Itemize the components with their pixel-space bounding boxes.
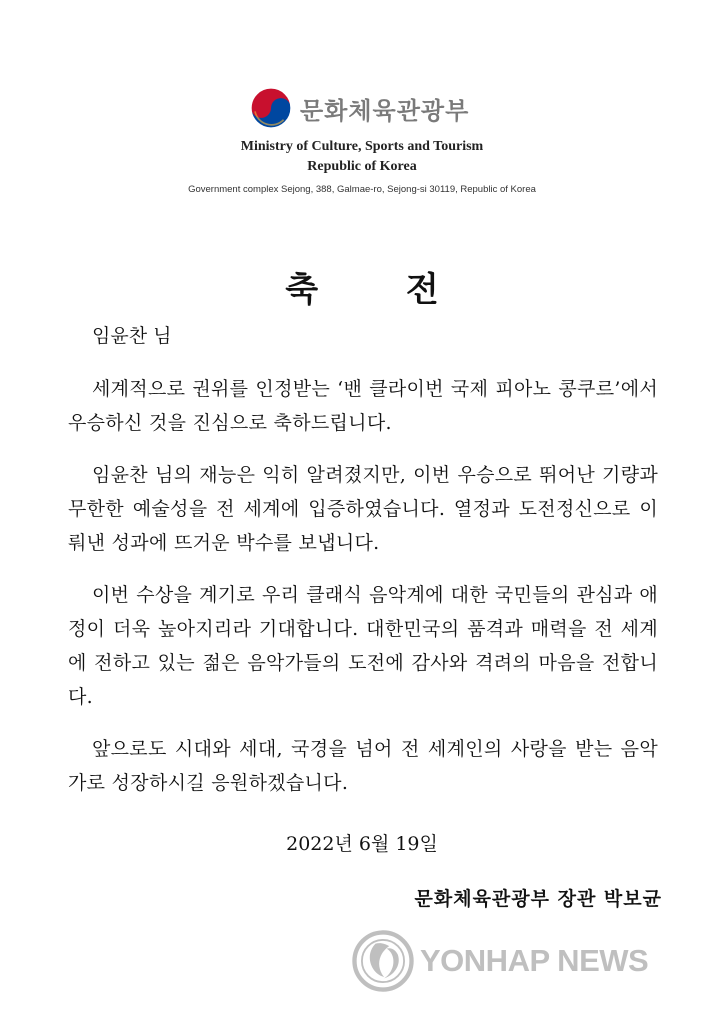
signature: 문화체육관광부 장관 박보균 — [414, 888, 662, 910]
ministry-address: Government complex Sejong, 388, Galmae-ro, Sejong-si 30119, Republic of Korea — [188, 184, 536, 195]
paragraph-3: 이번 수상을 계기로 우리 클래식 음악계에 대한 국민들의 관심과 애정이 더욱 높아지리라 기대합니다. 대한민국의 품격과 매력을 전 세계에 전하고 있는 젊은 음악가들의 도전에 감사와 격려의 마음을 전합니다. — [68, 584, 658, 708]
watermark-text: YONHAP NEWS — [420, 943, 649, 978]
ministry-logo — [250, 86, 469, 130]
paragraph-1: 세계적으로 권위를 인정받는 ‘밴 클라이번 국제 피아노 콩쿠르’에서 우승하신 것을 진심으로 축하드립니다. — [68, 378, 658, 434]
paragraph-4: 앞으로도 시대와 세대, 국경을 넘어 전 세계인의 사랑을 받는 음악가로 성장하시길 응원하겠습니다. — [68, 738, 658, 794]
document-title: 축 전 — [285, 270, 477, 310]
yonhap-logo-icon — [352, 930, 414, 992]
ministry-english-line2: Republic of Korea — [307, 159, 417, 174]
recipient: 임윤찬 님 — [92, 325, 172, 347]
ministry-english-name — [0, 137, 724, 177]
letterhead — [0, 0, 724, 200]
yonhap-watermark — [352, 929, 648, 993]
ministry-english-line1: Ministry of Culture, Sports and Tourism — [240, 139, 484, 154]
ministry-korean-name: 문화체육관광부 — [300, 96, 470, 125]
document-date: 2022년 6월 19일 — [286, 833, 438, 855]
taegeuk-emblem-icon — [250, 87, 292, 129]
letter-body — [68, 318, 658, 818]
paragraph-2: 임윤찬 님의 재능은 익히 알려졌지만, 이번 우승으로 뛰어난 기량과 무한한 예술성을 전 세계에 입증하였습니다. 열정과 도전정신으로 이뤄낸 성과에 뜨거운 박수를 보냅니다. — [68, 464, 658, 554]
